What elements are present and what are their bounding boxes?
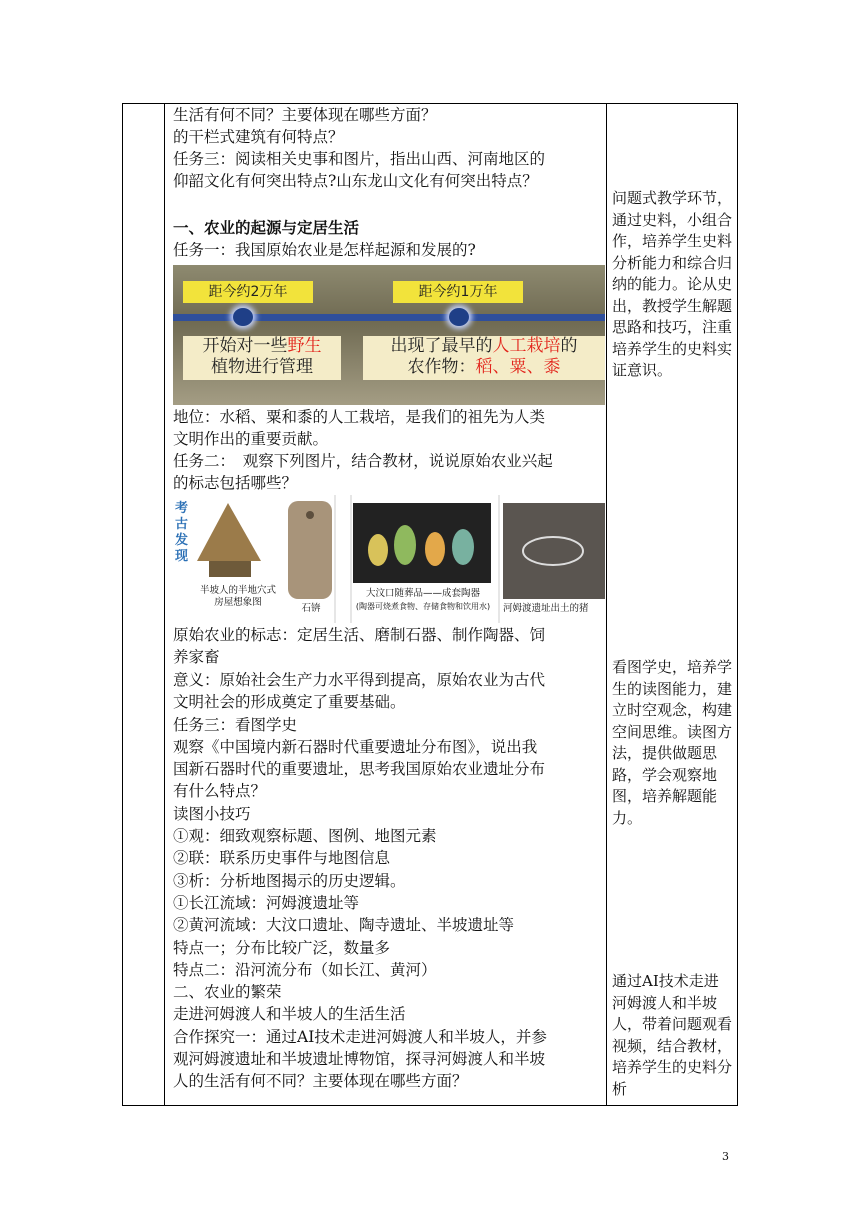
text-line: 养家畜 bbox=[173, 648, 220, 666]
text-line: 任务二： 观察下列图片，结合教材，说说原始农业兴起 bbox=[173, 452, 553, 470]
hut-roof bbox=[197, 503, 261, 561]
timeline-dot bbox=[449, 308, 469, 326]
text-line: 走进河姆渡人和半坡人的生活生活 bbox=[173, 1005, 406, 1023]
text-line: 仰韶文化有何突出特点?山东龙山文化有何突出特点？ bbox=[173, 172, 538, 190]
text-line: 的标志包括哪些？ bbox=[173, 474, 298, 492]
caption-adze: 石锛 bbox=[301, 603, 321, 614]
timeline-label-right: 距今约1万年 bbox=[393, 281, 523, 303]
box-text: 开始对一些 bbox=[202, 336, 288, 356]
text-line: 地位：水稻、粟和黍的人工栽培，是我们的祖先为人类 bbox=[173, 408, 546, 426]
text-line: ①长江流域：河姆渡遗址等 bbox=[173, 894, 360, 912]
timeline-label-left: 距今约2万年 bbox=[183, 281, 313, 303]
caption-pottery: 大汶口随葬品——成套陶器 bbox=[365, 588, 480, 599]
box-text: 出现了最早的 bbox=[390, 336, 493, 356]
table-divider-right bbox=[606, 104, 607, 1105]
text-line: 生活有何不同？主要体现在哪些方面？ bbox=[173, 106, 437, 124]
text-line: 的干栏式建筑有何特点？ bbox=[173, 128, 344, 146]
box-text: 植物进行管理 bbox=[211, 357, 313, 377]
agriculture-timeline-image bbox=[173, 265, 605, 405]
text-line: 人的生活有何不同？主要体现在哪些方面？ bbox=[173, 1072, 468, 1090]
caption-hut: 半坡人的半地穴式 房屋想象图 bbox=[199, 585, 276, 608]
text-line: 读图小技巧 bbox=[173, 805, 251, 823]
side-note-2: 看图学史，培养学生的读图能力，建立时空观念，构建空间思维。读图方法，提供做题思路，学会观察地图，培养解题能力。 bbox=[612, 658, 733, 827]
text-line: 原始农业的标志：定居生活、磨制石器、制作陶器、饲 bbox=[173, 626, 546, 644]
text-line: 观察《中国境内新石器时代重要遗址分布图》，说出我 bbox=[173, 738, 538, 756]
text-line: 任务三：阅读相关史事和图片，指出山西、河南地区的 bbox=[173, 150, 546, 168]
timeline-box-right bbox=[363, 336, 605, 380]
caption-pig-bowl: 河姆渡遗址出土的猪 bbox=[503, 603, 589, 614]
text-line: 任务三：看图学史 bbox=[173, 716, 298, 734]
hut-base bbox=[209, 561, 251, 577]
archaeology-label: 考古发现 bbox=[175, 501, 189, 564]
text-line: 文明社会的形成奠定了重要基础。 bbox=[173, 693, 406, 711]
text-line: 文明作出的重要贡献。 bbox=[173, 430, 329, 448]
section-heading: 一、农业的起源与定居生活 bbox=[173, 219, 360, 237]
box-text-highlight: 野生 bbox=[287, 336, 322, 356]
box-text-highlight: 人工栽培 bbox=[492, 336, 561, 356]
box-text: 农作物： bbox=[407, 357, 476, 377]
text-line: 特点二：沿河流分布（如长江、黄河） bbox=[173, 961, 437, 979]
side-note-3: 通过AI技术走进河姆渡人和半坡人，带着问题观看视频，结合教材，培养学生的史料分析 bbox=[612, 972, 733, 1098]
text-line: ②黄河流域：大汶口遗址、陶寺遗址、半坡遗址等 bbox=[173, 916, 515, 934]
text-line: 特点一；分布比较广泛，数量多 bbox=[173, 939, 391, 957]
text-line: 合作探究一：通过AI技术走进河姆渡人和半坡人，并参 bbox=[173, 1028, 547, 1046]
pig-bowl-photo bbox=[503, 503, 605, 599]
text-line: 任务一：我国原始农业是怎样起源和发展的? bbox=[173, 241, 476, 259]
text-line: ③析：分析地图揭示的历史逻辑。 bbox=[173, 872, 406, 890]
archaeology-photos bbox=[173, 495, 605, 623]
page-number: 3 bbox=[722, 1150, 729, 1163]
text-line: ①观：细致观察标题、图例、地图元素 bbox=[173, 827, 437, 845]
timeline-dot bbox=[233, 308, 253, 326]
timeline-box-left bbox=[183, 336, 341, 380]
box-text-highlight: 稻、粟、黍 bbox=[475, 357, 561, 377]
text-line: 二、农业的繁荣 bbox=[173, 983, 282, 1001]
side-note-1: 问题式教学环节，通过史料，小组合作，培养学生史料分析能力和综合归纳的能力。论从史出，教授学生解题思路和技巧，注重培养学生的史料实证意识。 bbox=[612, 189, 733, 379]
caption-pottery-note: (陶器可烧煮食物、存储食物和饮用水) bbox=[355, 602, 491, 611]
text-line: 观河姆渡遗址和半坡遗址博物馆，探寻河姆渡人和半坡 bbox=[173, 1050, 546, 1068]
text-line: 意义：原始社会生产力水平得到提高，原始农业为古代 bbox=[173, 671, 546, 689]
box-text: 的 bbox=[560, 336, 578, 356]
text-line: 有什么特点？ bbox=[173, 782, 267, 800]
text-line: 国新石器时代的重要遗址，思考我国原始农业遗址分布 bbox=[173, 760, 546, 778]
table-divider-left bbox=[164, 104, 165, 1105]
text-line: ②联：联系历史事件与地图信息 bbox=[173, 849, 391, 867]
lesson-table bbox=[122, 103, 738, 1106]
